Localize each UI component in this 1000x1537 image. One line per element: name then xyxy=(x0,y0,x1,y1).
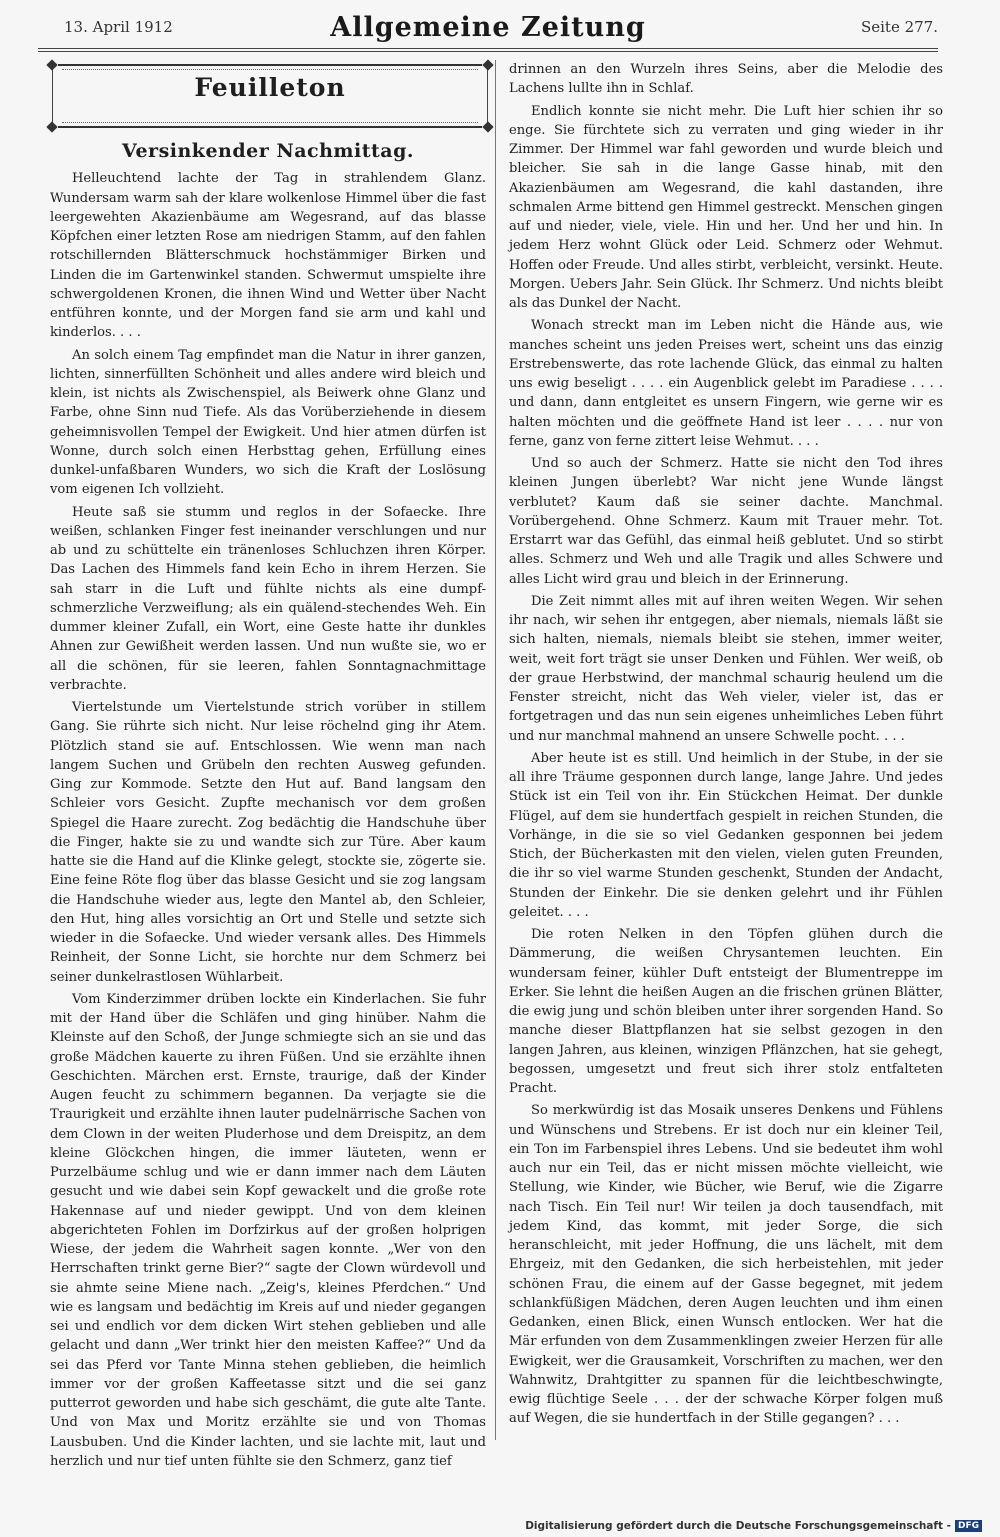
paragraph: Viertelstunde um Viertelstunde strich vorüber in stillem Gang. Sie rührte sich nicht. Nur leise röchelnd ging ihr Atem. Plötzlich stand sie auf. Entschlossen. Wie wenn man nach langem Suchen und Grübeln den rechten Ausweg gefunden. Ging zur Kommode. Setzte den Hut auf. Band langsam den Schleier vors Gesicht. Zupfte mechanisch vor dem großen Spiegel die Haare zurecht. Zog bedächtig die Handschuhe über die Finger, hakte sie zu und wandte sich zur Türe. Aber kaum hatte sie die Hand auf die Klinke gelegt, stockte sie, zögerte sie. Eine feine Röte flog über das blasse Gesicht und sie zog langsam die Handschuhe wieder aus, legte den Mantel ab, den Schleier, den Hut, hing alles vorsichtig an Ort und Stelle und setzte sich wieder in die Sofaecke. Und wieder versank alles. Des Himmels Reinheit, der Sonne Licht, sie horchte nur dem Schmerz bei seiner dunkelrastlosen Wühlarbeit. xyxy=(50,700,486,985)
paragraph: Die roten Nelken in den Töpfen glühen durch die Dämmerung, die weißen Chrysantemen leuchten. Ein wundersam feiner, kühler Duft entsteigt der Blumentreppe im Erker. Sie lehnt die heißen Augen an die frischen grünen Blätter, die ewig jung und schön bleiben unter ihrer sorgenden Hand. So manche dieser Blattpflanzen hat sie selbst gezogen in den langen Jahren, aus kleinen, winzigen Pflänzchen, hat sie gehegt, begossen, umgesetzt und freut sich ihrer stolz entfalteten Pracht. xyxy=(509,927,943,1096)
masthead-rule xyxy=(38,48,938,52)
left-column xyxy=(50,60,486,1474)
article-title: Versinkender Nachmittag. xyxy=(121,140,415,162)
paragraph-continued: drinnen an den Wurzeln ihres Seins, aber die Melodie des Lachens lullte ihn in Schlaf. xyxy=(509,62,943,97)
ornament-diamond-icon xyxy=(482,121,493,132)
section-title: Feuilleton xyxy=(194,73,346,102)
issue-date: 13. April 1912 xyxy=(64,18,173,36)
ornament-diamond-icon xyxy=(46,59,57,70)
paragraph: Die Zeit nimmt alles mit auf ihren weiten Wegen. Wir sehen ihr nach, wir sehen ihr entgegen, aber niemals, niemals läßt sie sich halten, niemals, niemals bleibt sie stehen, immer weiter, weit, weit fort trägt sie unser Denken und Fühlen. Wer weiß, ob der graue Herbstwind, der manchmal schaurig heulend um die Fenster streicht, nicht das Weh vieler, vieler ist, das er fortgetragen und das nun sein eigenes unheimliches Leben führt und nur manchmal mahnend an unsere Schwelle pocht. . . . xyxy=(509,593,943,744)
ornament-diamond-icon xyxy=(482,59,493,70)
paragraph: Vom Kinderzimmer drüben lockte ein Kinderlachen. Sie fuhr mit der Hand über die Schläfen und ging hinüber. Nahm die Kleinste auf den Schoß, der Junge schmiegte sich an sie und das große Mädchen kauerte zu ihren Füßen. Und sie erzählte ihnen Geschichten. Märchen erst. Ernste, traurige, daß der Kinder Augen feucht zu schimmern begannen. Da verjagte sie die Traurigkeit und erzählte ihnen lauter pudelnärrische Sachen von dem Clown in der weiten Pluderhose und dem Dreispitz, an dem kleine Glöckchen hingen, die immer läuteten, wenn er Purzelbäume schlug und wie er dann immer nach dem Läuten gesucht und wie dabei sein Kopf gewackelt und die große rote Hakennase auf und nieder gewippt. Und von dem kleinen abgerichteten Fohlen im Dorfzirkus auf der großen holprigen Wiese, der jedem die Wahrheit sagen konnte. „Wer von den Herrschaften trinkt gerne Bier?“ sagte der Clown würdevoll und sie ahmte seine Miene nach. „Zeig's, kleines Pferdchen.“ Und wie es langsam und bedächtig im Kreis auf und nieder gegangen sei und endlich vor dem dicken Wirt stehen geblieben und alle gelacht und dann „Wer trinkt hier den meisten Kaffee?“ Und da sei das Pferd vor Tante Minna stehen geblieben, die heimlich immer vor der großen Kaffeetasse sitzt und die sei ganz putterrot geworden und habe sich geschämt, die gute alte Tante. Und von Max und Moritz erzählte sie und von Thomas Lausbuben. Und die Kinder lachten, und sie lachte mit, laut und herzlich und nur tief unten fühlte sie den Schmerz, ganz tief xyxy=(50,991,486,1469)
page-number: Seite 277. xyxy=(860,18,938,36)
paragraph: Endlich konnte sie nicht mehr. Die Luft hier schien ihr so enge. Sie fürchtete sich zu verraten und ging wieder in ihr Zimmer. Der Himmel war fahl geworden und wurde bleich und bleicher. Sie sah in die lange Gasse hinab, mit den Akazienbäumen am Wegesrand, die kahl dastanden, ihre schmalen Arme bittend gen Himmel gestreckt. Menschen gingen auf und nieder, viele, viele. Hin und her. Und her und hin. In jedem Herz wohnt Glück oder Leid. Schmerz oder Wehmut. Hoffen oder Freude. Und alles stirbt, verbleicht, versinkt. Heute. Morgen. Uebers Jahr. Sein Glück. Ihr Schmerz. Und nichts bleibt als das Dunkel der Nacht. xyxy=(509,103,943,311)
masthead xyxy=(38,12,938,48)
paragraph: Aber heute ist es still. Und heimlich in der Stube, in der sie all ihre Träume gesponnen durch lange, lange Jahre. Und jedes Stück ist ein Teil von ihr. Ein Stückchen Heimat. Der dunkle Flügel, auf dem sie hundertfach gespielt in reichen Stunden, die Vorhänge, in die sie so viel Gedanken gesponnen bei jedem Stich, der Bücherkasten mit den vielen, vielen guten Freunden, die ihr so viel warme Stunden geschenkt, Stunden der Andacht, Stunden der Einkehr. Die sie denken gelehrt und ihr Fühlen geleitet. . . . xyxy=(509,750,943,920)
column-divider xyxy=(495,60,496,1440)
paragraph: Heute saß sie stumm und reglos in der Sofaecke. Ihre weißen, schlanken Finger fest ineinander verschlungen und nur ab und zu schüttelte ein tränenloses Schluchzen ihren Körper. Das Lachen des Himmels fand kein Echo in ihrem Herzen. Sie sah starr in die Luft und fühlte nichts als eine dumpf-schmerzliche Verzweiflung; als ein quälend-stechendes Weh. Ein dummer kleiner Zufall, ein Wort, eine Geste hatte ihr dunkles Ahnen zur Gewißheit werden lassen. Und nun wußte sie, wo er all die schönen, für sie leeren, fahlen Sonntagnachmittage verbrachte. xyxy=(50,504,486,693)
feuilleton-box xyxy=(58,64,482,128)
digitization-credit xyxy=(525,1520,982,1532)
ornament-diamond-icon xyxy=(46,121,57,132)
paragraph: Wonach streckt man im Leben nicht die Hände aus, wie manches scheint uns jeden Preises wert, scheint uns das einzig Erstrebenswerte, das rote lachende Glück, das einmal zu halten uns ewig beseligt . . . . ein Augenblick gelebt im Paradiese . . . . und dann, dann entgleitet es unsern Fingern, wie gerne wir es halten möchten und die geöffnete Hand ist leer . . . . nur von ferne, ganz von ferne zittert leise Wehmut. . . . xyxy=(509,318,943,449)
credit-text: Digitalisierung gefördert durch die Deutsche Forschungsgemeinschaft - xyxy=(525,1520,951,1532)
paragraph: So merkwürdig ist das Mosaik unseres Denkens und Fühlens und Wünschens und Strebens. Er ist doch nur ein kleiner Teil, ein Ton im Farbenspiel ihres Lebens. Und sie bedeutet ihm wohl auch nur ein Teil, das er nicht missen möchte vielleicht, wie Stellung, wie Kinder, wie Bücher, wie Beruf, wie die Zigarre nach Tisch. Ein Teil nur! Wir teilen ja doch tausendfach, mit jedem Kind, das kommt, mit jeder Sorge, die sich heranschleicht, mit jeder Hoffnung, die uns lächelt, mit dem Ehrgeiz, mit den Gedanken, die sich herbeistehlen, mit jeder schönen Frau, die einem auf der Gasse begegnet, mit jedem schlankfüßigen Mädchen, deren Augen leuchten und ihm einen Gedanken, einen Blick, einen Wunsch entlocken. Wer hat die Mär erfunden von dem Zusammenklingen zweier Herzen für alle Ewigkeit, wer die Grausamkeit, Vorschriften zu machen, wer den Wahnwitz, Drahtgitter zu spannen für die leichtbeschwingte, ewig flüchtige Seele . . . der der schwache Körper folgen muß auf Wegen, die sie hundertfach in der Stille gegangen? . . . xyxy=(509,1103,943,1427)
paragraph: Helleuchtend lachte der Tag in strahlendem Glanz. Wundersam warm sah der klare wolkenlose Himmel über die fast leergewehten Akazienbäume am Wegesrand, auf das blasse Köpfchen einer letzten Rose am niedrigen Stamm, auf den fahlen rotschillernden Blätterschmuck hochstämmiger Birken und Linden die im Gartenwinkel standen. Schwermut umspielte ihre schwergoldenen Kronen, die ihnen Wind und Wetter über Nacht entführen konnte, und der Morgen fand sie arm und kahl und kinderlos. . . . xyxy=(50,171,486,341)
paragraph: Und so auch der Schmerz. Hatte sie nicht den Tod ihres kleinen Jungen überlebt? War nicht jene Wunde längst verblutet? Kaum daß sie seiner dachte. Manchmal. Vorübergehend. Ohne Schmerz. Kaum mit Trauer mehr. Tot. Erstarrt war das Gefühl, das einmal heiß geblutet. Und so stirbt alles. Schmerz und Weh und alle Tragik und alles Schwere und alles Licht wird grau und bleich in der Erinnerung. xyxy=(509,456,943,587)
right-column xyxy=(509,60,943,1432)
paragraph: An solch einem Tag empfindet man die Natur in ihrer ganzen, lichten, sinnerfüllten Schönheit und alles andere wird bleich und klein, ist nichts als Zwischenspiel, als Beiwerk ohne Glanz und Farbe, ohne Sinn nud Tiefe. Als das Vorüberziehende in diesem geheimnisvollen Tempel der Ewigkeit. Und hier atmen dürfen ist Wonne, durch solch einen Herbsttag gehen, Erfüllung eines dunkel-unfaßbaren Wunders, wo sich die Kraft der Loslösung vom eigenen Ich vollzieht. xyxy=(50,347,486,498)
dfg-logo: DFG xyxy=(955,1520,982,1532)
newspaper-title: Allgemeine Zeitung xyxy=(330,12,646,43)
